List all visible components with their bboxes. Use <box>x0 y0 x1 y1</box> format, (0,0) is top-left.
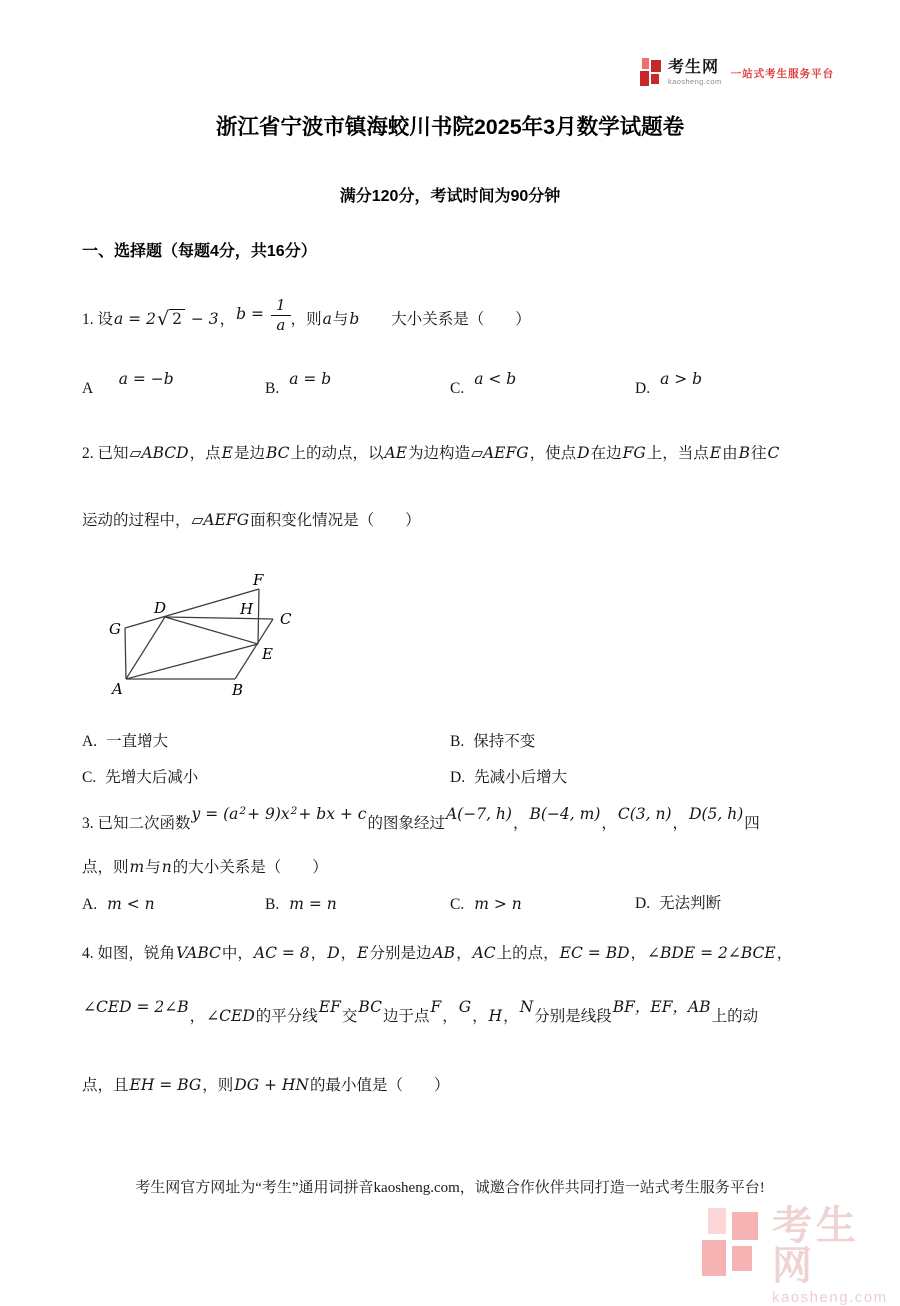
text-segment: 的平分线 <box>255 1008 318 1025</box>
logo-text-block <box>668 60 722 86</box>
math-text: A(−7, h) <box>445 805 512 823</box>
text-segment: ， <box>310 945 327 962</box>
text-segment: 无法判断 <box>659 895 722 912</box>
figure-point-label-E: E <box>262 645 273 663</box>
logo-tagline: 一站式考生服务平台 <box>730 67 835 80</box>
text-segment: 运动的过程中， <box>82 512 191 529</box>
question-3-option-c <box>450 890 523 919</box>
math-text: AB <box>432 944 456 962</box>
figure-point-label-H: H <box>240 600 254 618</box>
option-label: B. <box>265 380 280 397</box>
math-text: a = b <box>289 370 332 388</box>
text-segment: 上的点， <box>496 945 559 962</box>
math-text: BF，EF，AB <box>612 998 711 1016</box>
math-text: C(3, n) <box>617 805 672 823</box>
watermark-text-block <box>772 1206 900 1305</box>
text-segment: ，点 <box>189 445 221 462</box>
logo-domain: kaosheng.com <box>668 77 722 87</box>
option-content <box>106 733 168 750</box>
question-2-figure <box>88 552 318 707</box>
superscript: 2 <box>290 805 298 817</box>
question-2-option-b <box>450 728 535 756</box>
question-3-text-line2 <box>82 852 328 883</box>
text-segment: ， <box>472 1008 488 1025</box>
option-content <box>105 769 198 786</box>
logo-block <box>642 58 649 69</box>
figure-point-label-D: D <box>154 599 167 617</box>
math-text: BC <box>265 444 290 462</box>
math-text: G <box>458 998 472 1016</box>
math-text: + 9)x <box>247 805 290 823</box>
text-segment: 保持不变 <box>473 733 536 750</box>
text-segment: 4. 如图，锐角 <box>82 945 176 962</box>
figure-edge-GA <box>125 628 126 679</box>
text-segment: ， <box>456 945 472 962</box>
question-3-option-a <box>82 890 156 919</box>
math-text: m > n <box>474 895 522 913</box>
question-4-text-line3 <box>82 1070 450 1101</box>
option-label: A. <box>82 733 98 750</box>
footer-text: 考生网官方网址为“考生”通用词拼音kaosheng.com，诚邀合作伙伴共同打造一站式考生服务平台! <box>135 1180 765 1196</box>
text-segment: 上的动点，以 <box>290 445 384 462</box>
math-text: FG <box>622 444 646 462</box>
logo-block <box>702 1240 726 1276</box>
option-content <box>288 370 332 397</box>
option-content <box>102 370 175 397</box>
kaosheng-logo-mark-icon <box>640 58 662 88</box>
math-text: C <box>767 444 780 462</box>
question-3-option-d <box>635 890 721 918</box>
text-segment: 面积变化情况是（ ） <box>250 512 421 529</box>
q2-figure-svg <box>88 552 318 707</box>
math-text: a > b <box>660 370 703 388</box>
option-label: C. <box>82 769 97 786</box>
math-text: AC <box>472 944 496 962</box>
text-segment: 往 <box>751 445 767 462</box>
text-segment: ， <box>340 945 357 962</box>
superscript: 2 <box>239 805 247 817</box>
exam-subtitle: 满分120分，考试时间为90分钟 <box>339 188 561 205</box>
option-content <box>659 370 703 397</box>
text-segment: ， <box>503 1008 519 1025</box>
math-text: D <box>327 944 340 962</box>
text-segment: 与 <box>145 859 161 876</box>
math-text: B(−4, m) <box>529 805 601 823</box>
question-2-option-a <box>82 728 168 756</box>
option-label: C. <box>450 380 465 397</box>
math-text: DG + HN <box>234 1076 309 1094</box>
text-segment: 1. 设 <box>82 311 114 328</box>
option-label: D. <box>450 769 466 786</box>
kaosheng-logo-mark-watermark-icon <box>702 1206 762 1280</box>
option-content <box>473 896 523 913</box>
math-text: H <box>488 1007 503 1025</box>
text-segment: 点，且 <box>82 1077 129 1094</box>
question-4-text-line1 <box>82 938 792 969</box>
question-1-option-d <box>635 368 703 409</box>
math-text: ∠BDE = 2∠BCE <box>647 944 776 962</box>
math-text: ∠CED = 2∠B <box>83 998 189 1016</box>
math-text: BC <box>358 998 382 1016</box>
text-segment: 分别是边 <box>369 945 432 962</box>
text-segment: ， <box>630 945 647 962</box>
logo-block <box>651 74 659 84</box>
watermark-logo-domain: kaosheng.com <box>772 1289 888 1306</box>
text-segment: 2. 已知 <box>82 445 129 462</box>
question-1-option-b <box>265 368 332 409</box>
text-segment: 先减小后增大 <box>474 769 568 786</box>
figure-point-label-G: G <box>109 620 121 638</box>
text-segment: 上的动 <box>711 1008 759 1025</box>
text-segment: ， <box>512 815 529 832</box>
math-text: E <box>709 444 722 462</box>
option-content <box>106 896 156 913</box>
kaosheng-watermark-logo <box>702 1206 900 1305</box>
text-segment: 点，则 <box>82 859 129 876</box>
watermark-logo-name: 考生网 <box>772 1204 860 1288</box>
text-segment: ， <box>672 815 689 832</box>
text-segment: 的最小值是（ ） <box>310 1077 450 1094</box>
question-2-text-line2 <box>82 505 421 536</box>
text-segment: 中， <box>221 945 253 962</box>
option-content <box>473 733 535 750</box>
math-text: N <box>519 998 534 1016</box>
figure-point-label-B: B <box>232 681 244 699</box>
math-text: F <box>430 998 442 1016</box>
text-segment: ， <box>776 945 793 962</box>
text-segment: 大小关系是（ ） <box>360 311 531 328</box>
option-label: D. <box>635 895 651 912</box>
math-text: a <box>322 310 332 328</box>
question-3-text-line1 <box>82 800 760 848</box>
text-segment: 边于点 <box>382 1008 430 1025</box>
math-text: m = n <box>289 895 337 913</box>
math-text: ▱AEFG <box>191 511 250 529</box>
logo-block <box>732 1212 758 1240</box>
figure-point-label-A: A <box>112 680 123 698</box>
kaosheng-logo <box>640 58 834 88</box>
math-text: E <box>221 444 233 462</box>
text-segment: 3. 已知二次函数 <box>82 815 191 832</box>
text-segment: 先增大后减小 <box>105 769 199 786</box>
option-label: D. <box>635 380 651 397</box>
option-label: C. <box>450 896 465 913</box>
question-3-option-b <box>265 890 338 919</box>
figure-edge-DE <box>165 617 258 644</box>
text-segment: ，则 <box>202 1077 234 1094</box>
question-1-text <box>82 292 531 346</box>
text-segment: 在边 <box>590 445 622 462</box>
text-segment: ， <box>189 1008 206 1025</box>
logo-block <box>708 1208 726 1234</box>
radical-expression: a = 2√ 2 − 3 <box>114 308 219 330</box>
option-label: B. <box>450 733 465 750</box>
question-4-text-line2 <box>82 996 758 1037</box>
text-segment: ，则 <box>290 311 322 328</box>
text-segment: ， <box>442 1008 458 1025</box>
math-text: m < n <box>107 895 155 913</box>
logo-block <box>732 1246 752 1271</box>
math-text: y = (a <box>191 805 239 823</box>
page-title: 浙江省宁波市镇海蛟川书院2025年3月数学试题卷 <box>215 115 685 139</box>
text-segment: 的图象经过 <box>367 815 445 832</box>
text-segment: 由 <box>722 445 738 462</box>
math-text: ▱ABCD <box>129 444 189 462</box>
math-text: EF <box>318 998 341 1016</box>
option-label: A <box>82 380 94 397</box>
math-text: E <box>357 944 369 962</box>
math-text: n <box>161 858 172 876</box>
option-content <box>659 895 721 912</box>
text-segment: 上，当点 <box>646 445 709 462</box>
math-text: EC = BD <box>559 944 630 962</box>
math-text: a < b <box>474 370 517 388</box>
text-segment: 是边 <box>233 445 265 462</box>
logo-block <box>640 71 649 86</box>
figure-edge-FG <box>125 589 259 628</box>
question-1-option-c <box>450 368 517 409</box>
text-segment: ， <box>219 311 236 328</box>
text-segment <box>102 380 118 397</box>
figure-edge-EF <box>258 589 259 644</box>
math-text: ∠CED <box>206 1007 255 1025</box>
question-2-option-c <box>82 764 198 792</box>
text-segment: 的大小关系是（ ） <box>172 859 328 876</box>
math-text: EH = BG <box>129 1076 202 1094</box>
question-1-option-a <box>82 368 175 409</box>
math-text: D(5, h) <box>689 805 744 823</box>
math-text: VABC <box>176 944 221 962</box>
logo-block <box>651 60 661 72</box>
math-text: D <box>577 444 590 462</box>
option-label: A. <box>82 896 98 913</box>
text-segment: 一直增大 <box>106 733 169 750</box>
math-text: ▱AEFG <box>471 444 529 462</box>
math-text: m <box>129 858 145 876</box>
option-content <box>473 370 517 397</box>
option-label: B. <box>265 896 280 913</box>
question-2-text-line1 <box>82 438 780 469</box>
text-segment: ， <box>601 815 617 832</box>
text-segment: 与 <box>332 311 349 328</box>
text-segment: 交 <box>341 1008 358 1025</box>
text-segment: 为边构造 <box>408 445 471 462</box>
fraction: b = $\frac{1}{a}$ <box>235 288 290 341</box>
logo-name: 考生网 <box>668 59 720 77</box>
text-segment: ，使点 <box>529 445 577 462</box>
text-segment: 四 <box>744 815 760 832</box>
text-segment: 分别是线段 <box>534 1008 612 1025</box>
math-text: b <box>349 310 360 328</box>
section-1-heading: 一、选择题（每题4分，共16分） <box>82 243 317 260</box>
math-text: + bx + c <box>298 805 367 823</box>
figure-edge-CD <box>165 617 273 619</box>
math-text: B <box>738 444 750 462</box>
figure-point-label-F: F <box>253 571 264 589</box>
math-text: a = −b <box>118 370 174 388</box>
math-text: AE <box>384 444 408 462</box>
option-content <box>474 769 567 786</box>
math-text: AC = 8 <box>253 944 310 962</box>
question-2-option-d <box>450 764 567 792</box>
figure-point-label-C: C <box>280 610 292 628</box>
option-content <box>288 896 338 913</box>
